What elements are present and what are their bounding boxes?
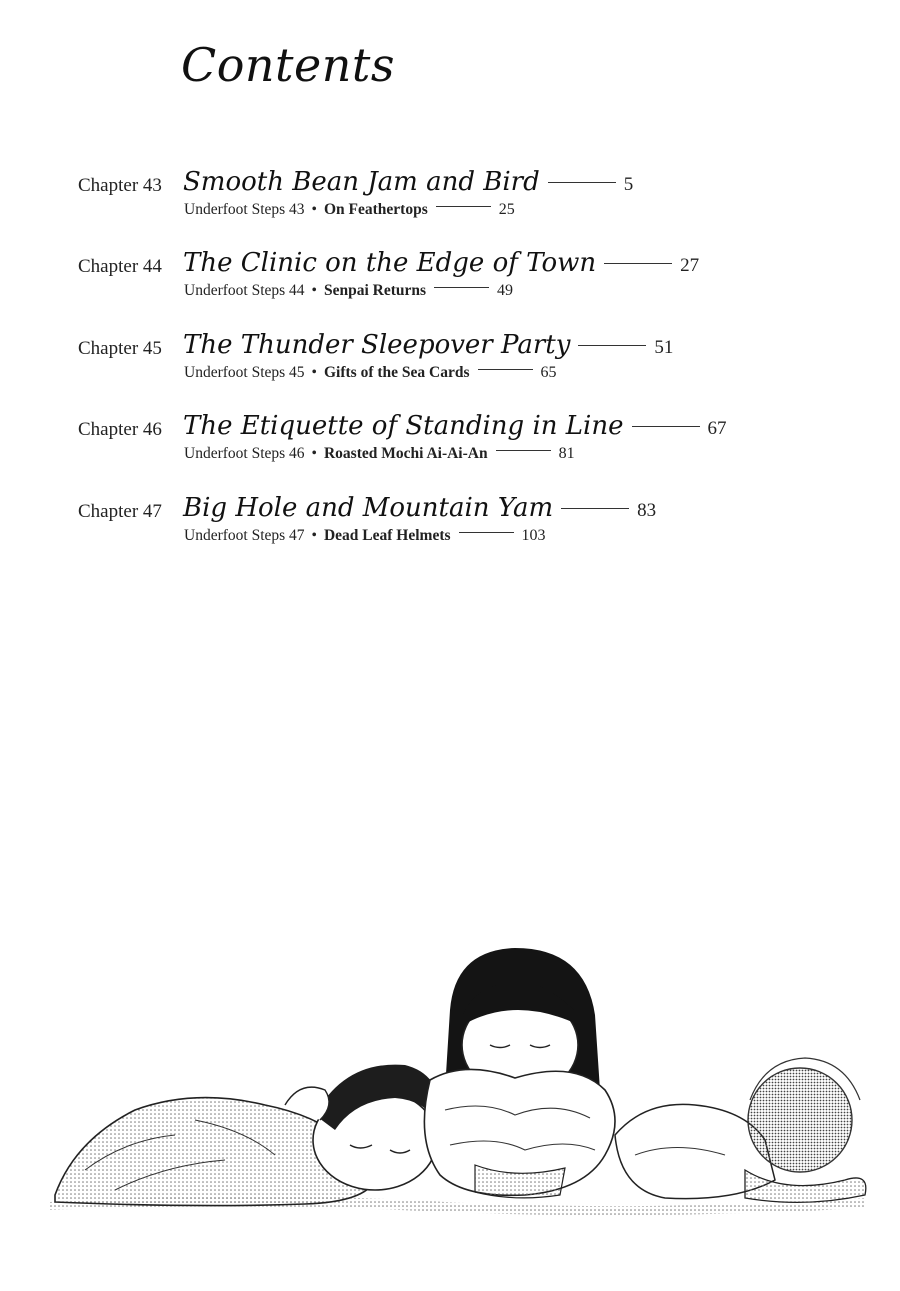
left-child-figure — [55, 1065, 441, 1206]
extra-label: Underfoot Steps 44 — [184, 282, 305, 299]
extra-title: Senpai Returns — [323, 282, 427, 299]
chapter-number: Chapter 45 — [78, 338, 162, 359]
leader-line — [604, 263, 672, 264]
extra-label: Underfoot Steps 43 — [184, 201, 305, 218]
leader-line — [578, 345, 646, 346]
bullet-separator: • — [311, 527, 317, 544]
chapter-title: Big Hole and Mountain Yam — [183, 493, 554, 523]
chapter-page-number: 27 — [680, 255, 700, 276]
sleeping-children-illustration — [45, 940, 875, 1220]
middle-child-figure — [424, 948, 615, 1198]
chapter-title: Smooth Bean Jam and Bird — [183, 167, 540, 197]
leader-line — [478, 369, 533, 370]
chapter-number: Chapter 44 — [78, 256, 162, 277]
chapter-page-number: 51 — [654, 337, 674, 358]
right-child-figure — [615, 1058, 866, 1202]
extra-label: Underfoot Steps 47 — [184, 527, 305, 544]
extra-page-number: 49 — [497, 282, 514, 299]
bullet-separator: • — [311, 364, 317, 381]
extra-title: On Feathertops — [323, 201, 428, 218]
bullet-separator: • — [311, 445, 317, 462]
page-title: Contents — [181, 38, 395, 92]
extra-page-number: 25 — [498, 201, 515, 218]
chapter-page-number: 5 — [623, 174, 634, 195]
chapter-page-number: 67 — [707, 418, 727, 439]
chapter-number: Chapter 43 — [78, 175, 162, 196]
chapter-page-number: 83 — [637, 500, 657, 521]
leader-line — [436, 206, 491, 207]
leader-line — [632, 426, 700, 427]
extra-label: Underfoot Steps 46 — [184, 445, 305, 462]
leader-line — [548, 182, 616, 183]
leader-line — [459, 532, 514, 533]
extra-page-number: 81 — [558, 445, 575, 462]
bullet-separator: • — [311, 282, 317, 299]
extra-page-number: 103 — [521, 527, 546, 544]
leader-line — [561, 508, 629, 509]
leader-line — [496, 450, 551, 451]
extra-label: Underfoot Steps 45 — [184, 364, 305, 381]
extra-title: Dead Leaf Helmets — [323, 527, 451, 544]
extra-page-number: 65 — [540, 364, 557, 381]
bullet-separator: • — [311, 201, 317, 218]
extra-title: Gifts of the Sea Cards — [323, 364, 470, 381]
chapter-number: Chapter 46 — [78, 419, 162, 440]
chapter-title: The Clinic on the Edge of Town — [183, 248, 597, 278]
extra-title: Roasted Mochi Ai-Ai-An — [323, 445, 488, 462]
chapter-number: Chapter 47 — [78, 501, 162, 522]
chapter-title: The Etiquette of Standing in Line — [183, 411, 624, 441]
chapter-title: The Thunder Sleepover Party — [183, 330, 571, 360]
leader-line — [434, 287, 489, 288]
